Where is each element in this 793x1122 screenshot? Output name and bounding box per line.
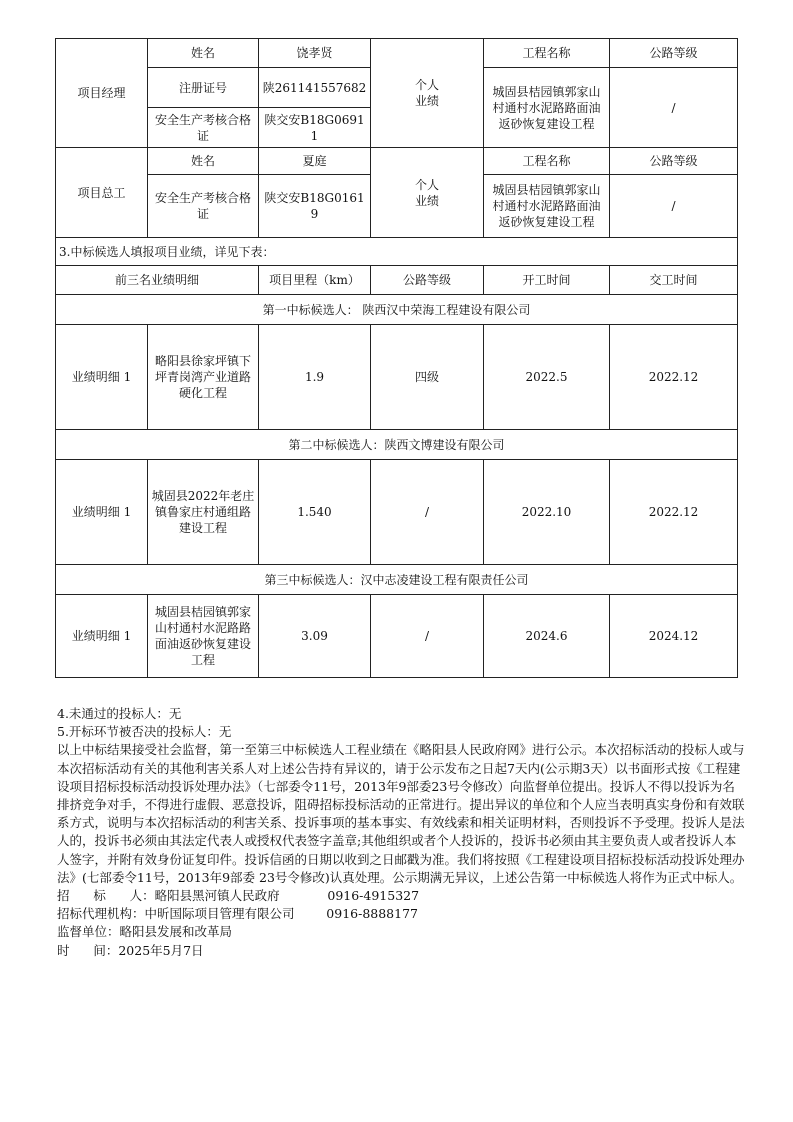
- chief-role: 项目总工: [56, 148, 148, 238]
- candidate-1-title: 第一中标候选人： 陕西汉中荣海工程建设有限公司: [56, 295, 738, 325]
- candidate-1-row-label: 业绩明细 1: [56, 325, 148, 430]
- candidate-2-start: 2022.10: [484, 460, 610, 565]
- bid-table: [55, 38, 738, 678]
- notice-notes: [57, 705, 745, 960]
- perf-header-end: 交工时间: [610, 266, 738, 295]
- candidate-2-mileage: 1.540: [259, 460, 371, 565]
- chief-grade: /: [610, 175, 738, 238]
- candidate-3-project: 城固县桔园镇郭家山村通村水泥路路面油返砂恢复建设工程: [148, 595, 259, 678]
- manager-name-label: 姓名: [148, 39, 259, 68]
- supervisor-line: 监督单位：略阳县发展和改革局: [57, 924, 233, 940]
- manager-safety-label: 安全生产考核合格证: [148, 108, 259, 148]
- candidate-1-end: 2022.12: [610, 325, 738, 430]
- note-4: 4.未通过的投标人：无: [57, 706, 182, 721]
- manager-grade: /: [610, 68, 738, 148]
- candidate-3-start: 2024.6: [484, 595, 610, 678]
- perf-header-detail: 前三名业绩明细: [56, 266, 259, 295]
- perf-header-start: 开工时间: [484, 266, 610, 295]
- notice-paragraph: 以上中标结果接受社会监督，第一至第三中标候选人工程业绩在《略阳县人民政府网》进行公示。本次招标活动的投标人或与本次招标活动有关的其他利害关系人对上述公告持有异议的，请于公示发布之日起7天内(公示期3天）以书面形式按《工程建设项目招标投标活动投诉处理办法》（七部委令11号，2013年9部委23号令修改）向监督单位提出。投诉人不得以投诉为名排挤竞争对手，不得进行虚假、恶意投诉，阻碍招标投标活动的正常进行。提出异议的单位和个人应当表明真实身份和有效联系方式，说明与本次招标活动的利害关系、投诉事项的基本事实、有效线索和相关证明材料，否则投诉不予受理。投诉人是法人的，投诉书必须由其法定代表人或授权代表签字盖章;其他组织或者个人投诉的，投诉书必须由其主要负责人或者投诉人本人签字，并附有效身份证复印件。投诉信函的日期以收到之日邮戳为准。我们将按照《工程建设项目招标投标活动投诉处理办法》(七部委令11号，2013年9部委 23号令修改)认真处理。公示期满无异议，上述公告第一中标候选人将作为正式中标人。: [57, 742, 745, 885]
- candidate-3-mileage: 3.09: [259, 595, 371, 678]
- candidate-1-mileage: 1.9: [259, 325, 371, 430]
- chief-project-header: 工程名称: [484, 148, 610, 175]
- manager-project-header: 工程名称: [484, 39, 610, 68]
- manager-reg: 陕261141557682: [259, 68, 371, 108]
- chief-name: 夏庭: [259, 148, 371, 175]
- candidate-2-grade: /: [371, 460, 484, 565]
- perf-header-grade: 公路等级: [371, 266, 484, 295]
- chief-project: 城固县桔园镇郭家山村通村水泥路路面油返砂恢复建设工程: [484, 175, 610, 238]
- candidate-3-end: 2024.12: [610, 595, 738, 678]
- candidate-1-start: 2022.5: [484, 325, 610, 430]
- chief-safety-label: 安全生产考核合格证: [148, 175, 259, 238]
- manager-safety: 陕交安B18G06911: [259, 108, 371, 148]
- perf-header-mileage: 项目里程（km）: [259, 266, 371, 295]
- tenderer-line: 招 标 人：略阳县黑河镇人民政府 0916-4915327: [57, 888, 420, 904]
- candidate-3-row-label: 业绩明细 1: [56, 595, 148, 678]
- time-line: 时 间：2025年5月7日: [57, 942, 204, 958]
- chief-name-label: 姓名: [148, 148, 259, 175]
- candidate-3-title: 第三中标候选人：汉中志凌建设工程有限责任公司: [56, 565, 738, 595]
- agency-line: 招标代理机构：中昕国际项目管理有限公司 0916-8888177: [57, 906, 418, 922]
- manager-role: 项目经理: [56, 39, 148, 148]
- candidate-2-title: 第二中标候选人：陕西文博建设有限公司: [56, 430, 738, 460]
- candidate-1-grade: 四级: [371, 325, 484, 430]
- candidate-2-row-label: 业绩明细 1: [56, 460, 148, 565]
- section3-title: 3.中标候选人填报项目业绩，详见下表：: [56, 238, 738, 266]
- chief-grade-header: 公路等级: [610, 148, 738, 175]
- candidate-3-grade: /: [371, 595, 484, 678]
- candidate-1-project: 略阳县徐家坪镇下坪青岗湾产业道路硬化工程: [148, 325, 259, 430]
- manager-reg-label: 注册证号: [148, 68, 259, 108]
- note-5: 5.开标环节被否决的投标人：无: [57, 724, 232, 740]
- chief-safety: 陕交安B18G01619: [259, 175, 371, 238]
- manager-perf-label: 个人 业绩: [371, 39, 484, 148]
- manager-name: 饶孝贤: [259, 39, 371, 68]
- manager-grade-header: 公路等级: [610, 39, 738, 68]
- candidate-2-end: 2022.12: [610, 460, 738, 565]
- candidate-2-project: 城固县2022年老庄镇鲁家庄村通组路建设工程: [148, 460, 259, 565]
- chief-perf-label: 个人 业绩: [371, 148, 484, 238]
- manager-project: 城固县桔园镇郭家山村通村水泥路路面油返砂恢复建设工程: [484, 68, 610, 148]
